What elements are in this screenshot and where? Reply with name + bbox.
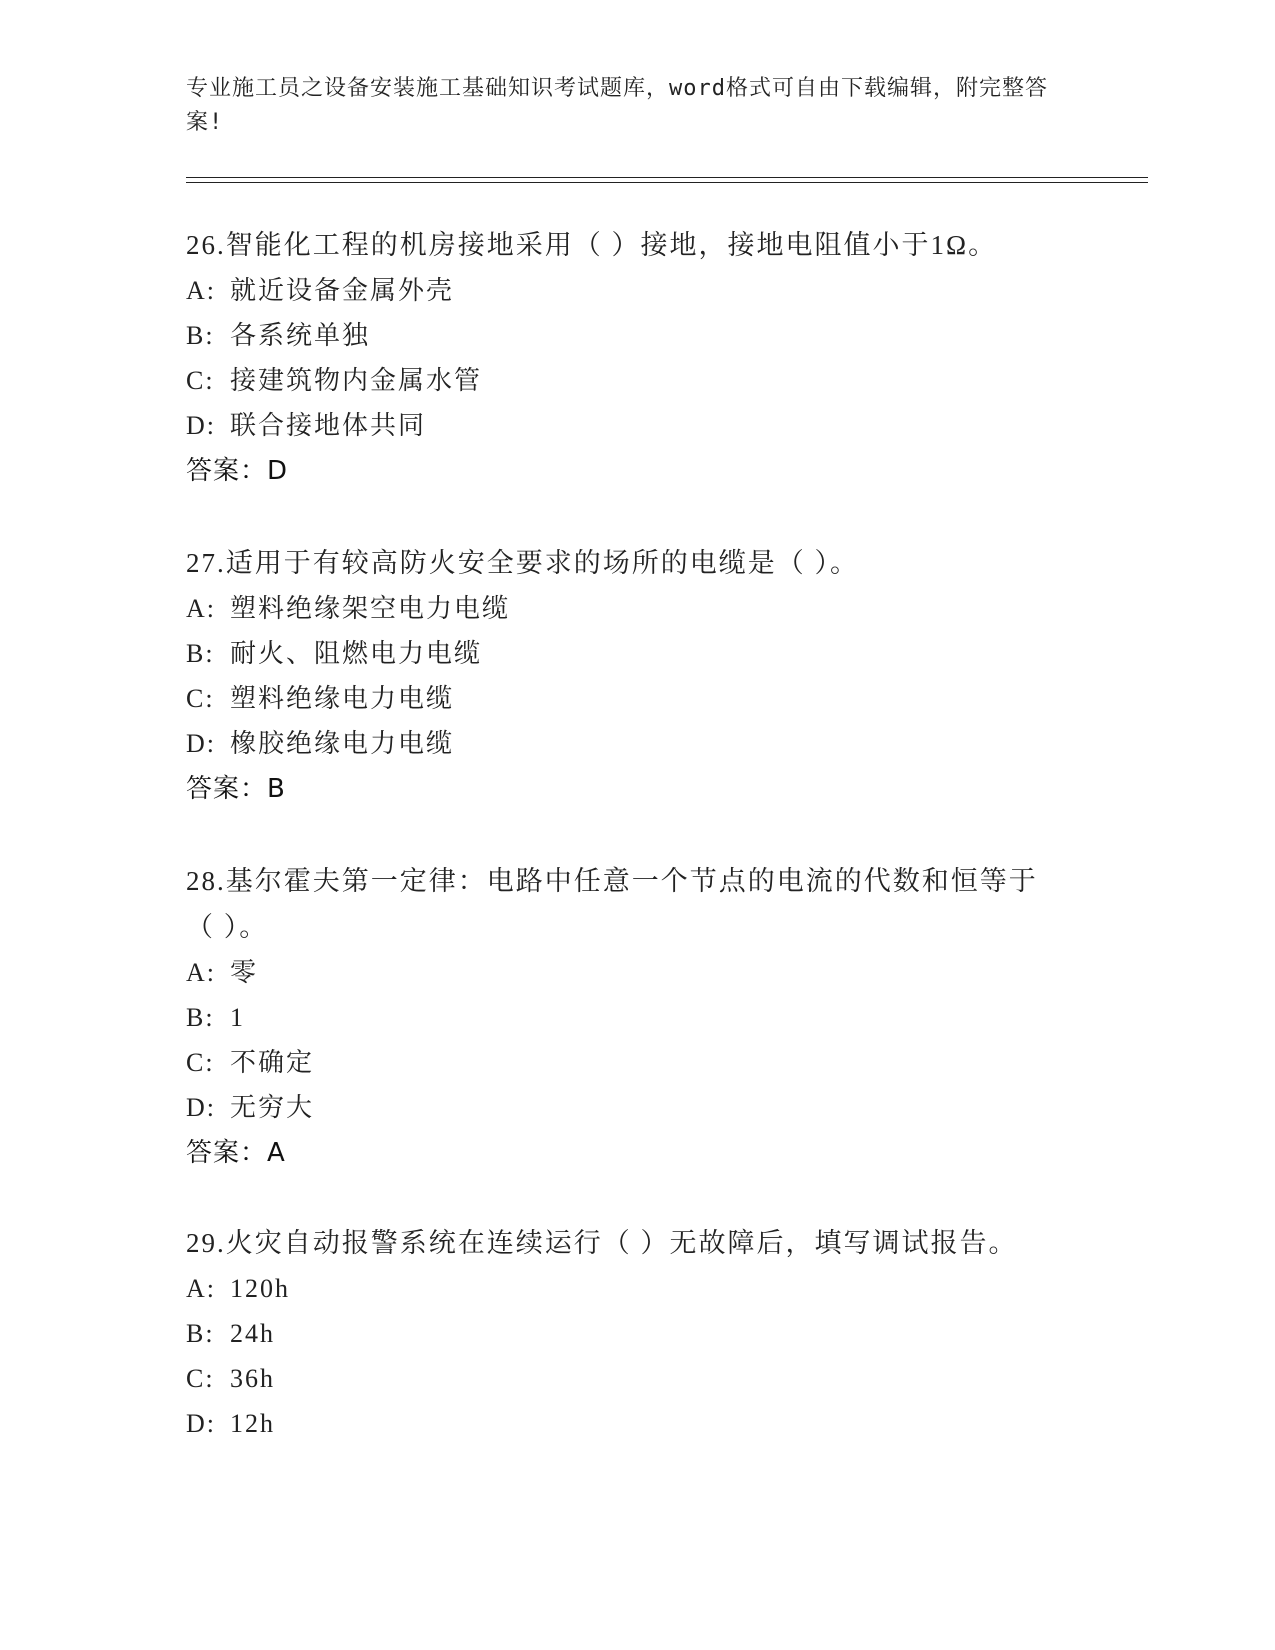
question-27 <box>186 540 1086 812</box>
option-text: 各系统单独 <box>230 321 371 350</box>
option-d <box>186 1085 1066 1130</box>
option-text: 1 <box>230 1003 245 1032</box>
option-a <box>186 268 1086 313</box>
option-d <box>186 1401 1086 1446</box>
option-b <box>186 631 1086 676</box>
option-text: 联合接地体共同 <box>230 411 427 440</box>
option-letter: B: <box>186 639 215 668</box>
option-d <box>186 403 1086 448</box>
option-letter: A: <box>186 1274 216 1303</box>
option-b <box>186 313 1086 358</box>
option-letter: A: <box>186 958 216 987</box>
option-text: 120h <box>230 1274 290 1303</box>
option-d <box>186 721 1086 766</box>
answer-label: 答案：D <box>186 456 289 486</box>
option-letter: A: <box>186 594 216 623</box>
option-letter: C: <box>186 1364 215 1393</box>
option-letter: C: <box>186 684 215 713</box>
option-text: 塑料绝缘架空电力电缆 <box>230 594 511 623</box>
option-text: 12h <box>230 1409 275 1438</box>
option-letter: C: <box>186 366 215 395</box>
option-c <box>186 1040 1066 1085</box>
header-divider-top <box>186 177 1148 178</box>
option-c <box>186 1356 1086 1401</box>
answer-label: 答案：B <box>186 774 286 804</box>
option-letter: B: <box>186 1003 215 1032</box>
question-stem: 26.智能化工程的机房接地采用（ ）接地，接地电阻值小于1Ω。 <box>186 230 998 260</box>
option-c <box>186 358 1086 403</box>
answer-label: 答案：A <box>186 1138 286 1168</box>
question-29 <box>186 1220 1086 1446</box>
option-text: 零 <box>230 958 259 987</box>
option-text: 无穷大 <box>230 1093 315 1122</box>
option-letter: C: <box>186 1048 215 1077</box>
option-text: 就近设备金属外壳 <box>230 276 455 305</box>
document-header: 专业施工员之设备安装施工基础知识考试题库，word格式可自由下载编辑，附完整答案! <box>186 76 1048 135</box>
question-stem: 29.火灾自动报警系统在连续运行（ ）无故障后，填写调试报告。 <box>186 1228 1018 1258</box>
option-text: 耐火、阻燃电力电缆 <box>230 639 483 668</box>
option-text: 接建筑物内金属水管 <box>230 366 483 395</box>
option-letter: D: <box>186 1409 216 1438</box>
option-a <box>186 1266 1086 1311</box>
option-b <box>186 995 1066 1040</box>
option-letter: A: <box>186 276 216 305</box>
option-text: 不确定 <box>230 1048 315 1077</box>
option-letter: D: <box>186 1093 216 1122</box>
option-text: 24h <box>230 1319 275 1348</box>
option-a <box>186 586 1086 631</box>
option-a <box>186 950 1066 995</box>
option-text: 塑料绝缘电力电缆 <box>230 684 455 713</box>
question-stem: 28.基尔霍夫第一定律：电路中任意一个节点的电流的代数和恒等于（ ）。 <box>186 866 1038 942</box>
question-stem: 27.适用于有较高防火安全要求的场所的电缆是（ ）。 <box>186 548 859 578</box>
option-letter: D: <box>186 729 216 758</box>
option-letter: B: <box>186 321 215 350</box>
option-letter: D: <box>186 411 216 440</box>
option-letter: B: <box>186 1319 215 1348</box>
question-28 <box>186 858 1066 1176</box>
question-26 <box>186 222 1086 494</box>
header-divider-bottom <box>186 182 1148 183</box>
option-b <box>186 1311 1086 1356</box>
option-c <box>186 676 1086 721</box>
option-text: 橡胶绝缘电力电缆 <box>230 729 455 758</box>
option-text: 36h <box>230 1364 275 1393</box>
